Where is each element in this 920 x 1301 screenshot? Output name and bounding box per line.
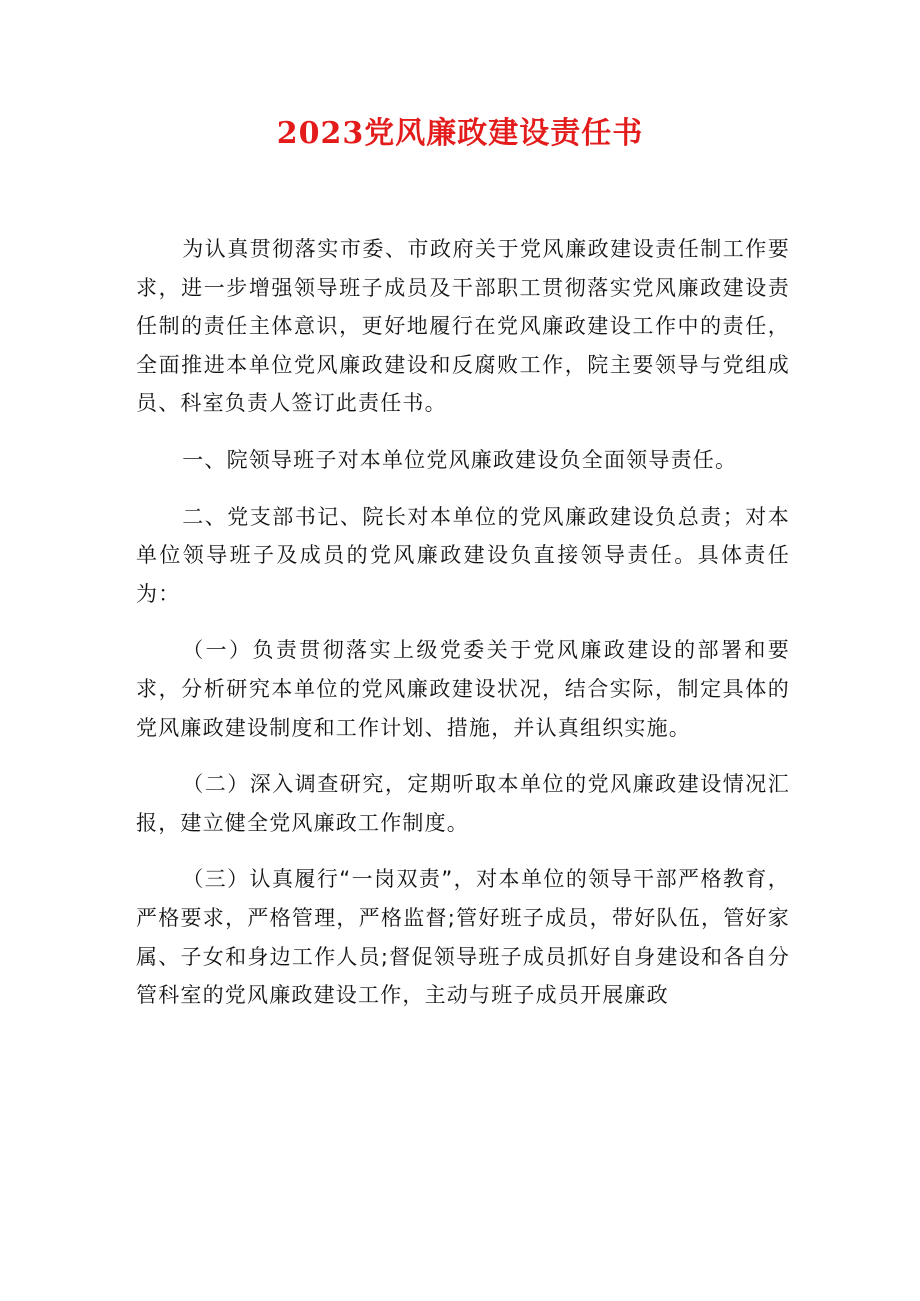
document-body [136, 230, 790, 1015]
paragraph-subitem-1: （一）负责贯彻落实上级党委关于党风廉政建设的部署和要求，分析研究本单位的党风廉政建设状况，结合实际，制定具体的党风廉政建设制度和工作计划、措施，并认真组织实施。 [136, 638, 790, 740]
paragraph-item-1: 一、院领导班子对本单位党风廉政建设负全面领导责任。 [182, 447, 738, 472]
document-title: 2023党风廉政建设责任书 [276, 116, 644, 151]
paragraph-intro: 为认真贯彻落实市委、市政府关于党风廉政建设责任制工作要求，进一步增强领导班子成员及干部职工贯彻落实党风廉政建设责任制的责任主体意识，更好地履行在党风廉政建设工作中的责任，全面推进本单位党风廉政建设和反腐败工作，院主要领导与党组成员、科室负责人签订此责任书。 [136, 237, 790, 416]
paragraph-subitem-2: （二）深入调查研究，定期听取本单位的党风廉政建设情况汇报，建立健全党风廉政工作制度。 [136, 772, 790, 835]
paragraph-item-2: 二、党支部书记、院长对本单位的党风廉政建设负总责；对本单位领导班子及成员的党风廉政建设负直接领导责任。具体责任为： [136, 504, 790, 606]
paragraph-subitem-3: （三）认真履行“一岗双责”，对本单位的领导干部严格教育，严格要求，严格管理，严格监督;管好班子成员，带好队伍，管好家属、子女和身边工作人员;督促领导班子成员抓好自身建设和各自分管科室的党风廉政建设工作，主动与班子成员开展廉政 [136, 867, 790, 1008]
